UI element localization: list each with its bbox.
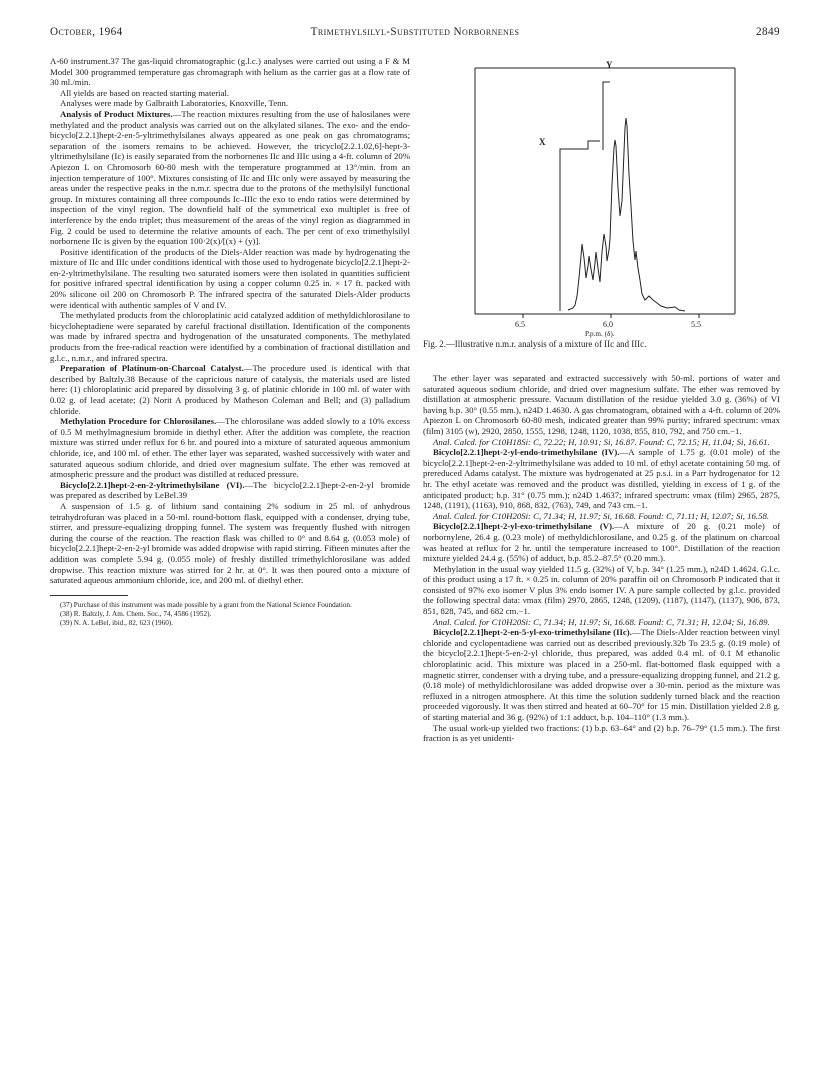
paragraph: The methylated products from the chloroplatinic acid catalyzed addition of methyldichlorosilane to bicycloheptadiene were separated by careful fractional distillation. Identification of the components was made by infrared spectra and hydrogenation of the unsaturated components. The methylated products from the free-radical reaction were identified by a combination of fractional distillation and g.l.c., n.m.r., and infrared spectra. bbox=[50, 310, 410, 363]
section-compound-vi bbox=[50, 480, 410, 501]
section-body: —The Diels-Alder reaction between vinyl chloride and cyclopentadiene was carried out as described previously.32b To 23.5 g. (0.19 mole) of the bicyclo[2.2.1]hept-5-en-2-yl chloride, thus prepared, was added 0.4 ml. of 0.1 M ethanolic chloroplatinic acid. This mixture was placed in a 250-ml. flat-bottomed flask equipped with a magnetic stirrer, condenser with a drying tube, and a pressure-equalizing dropping funnel, and 21.2 g. (0.18 mole) of methyldichlorosilane was added dropwise over a 30-min. period as the mixture was refluxed in a nitrogen atmosphere. At this time the solution suddenly turned black and the reaction proceeded vigorously. It was then stirred and heated at 60–70° for 15 min. Distillation yielded 2.8 g. of starting material and 36 g. (92%) of 1:1 adduct, b.p. 104–110° (1.3 mm.). bbox=[423, 627, 780, 722]
section-catalyst-preparation bbox=[50, 363, 410, 416]
section-compound-iv bbox=[423, 447, 780, 511]
integral-step bbox=[560, 141, 600, 311]
section-body: —The procedure used is identical with that described by Baltzly.38 Because of the capricious nature of catalysis, the materials used are listed here: (1) chloroplatinic acid prepared by dissolving 3 g. of platinic chloride in 100 ml. of water with 0.02 g. of lead acetate; (2) Norit A produced by Matheson Coleman and Bell; and (3) palladium chloride. bbox=[50, 363, 410, 416]
x-tick-label: 5.5 bbox=[691, 320, 701, 329]
x-axis-label: P.p.m. (δ). bbox=[585, 330, 615, 338]
header-title: Trimethylsilyl-Substituted Norbornenes bbox=[310, 26, 520, 38]
paragraph: A-60 instrument.37 The gas-liquid chromatographic (g.l.c.) analyses were carried out using a F & M Model 300 programmed temperature gas chromagraph with helium as the carrier gas at a flow rate of 30 ml./min. bbox=[50, 56, 410, 88]
section-body: —A sample of 1.75 g. (0.01 mole) of the bicyclo[2.2.1]hept-2-en-2-yltrimethylsilane was added to 10 ml. of ethyl acetate containing 50 mg. of prereduced Adams catalyst. The mixture was hydrogenated at 25 p.s.i. in a Parr hydrogenator for 12 hr. The ethyl acetate was removed and the product was distilled, yielding in excess of 1 g. of the anticipated product; b.p. 31° (0.75 mm.); n24D 1.4637; infrared spectrum: νmax (film) 2965, 2875, 1248, (1191), (1163), 910, 868, 832, (763), 749, and 743 cm.−1. bbox=[423, 447, 780, 511]
running-header bbox=[50, 26, 780, 40]
right-column bbox=[423, 373, 780, 744]
paragraph: A suspension of 1.5 g. of lithium sand containing 2% sodium in 25 ml. of anhydrous tetrahydrofuran was placed in a 50-ml. round-bottom flask, equipped with a condenser, drying tube, stirrer, and pressure-equalizing dropping funnel. The system was frequently flushed with nitrogen during the course of the reaction. The reaction flask was chilled to 0° and 8.64 g. (0.053 mole) of bicyclo[2.2.1]hept-2-en-2-yl bromide was added dropwise with rapid stirring. Fifteen minutes after the addition was complete 5.94 g. (0.055 mole) of freshly distilled trimethylchlorosilane was added dropwise. This reaction mixture was stirred for 2 hr. at 0°. It was then poured onto a mixture of saturated aqueous ammonium chloride, ice, and 200 ml. of diethyl ether. bbox=[50, 500, 410, 586]
section-heading: Bicyclo[2.2.1]hept-2-en-5-yl-exo-trimethylsilane (IIc). bbox=[433, 627, 632, 638]
footnote: (37) Purchase of this instrument was made possible by a grant from the National Science Foundation. bbox=[60, 600, 352, 609]
analysis-line: Anal. Calcd. for C10H20Si: C, 71.34; H, 11.97; Si, 16.68. Found: C, 71.31; H, 12.04; Si, 16.89. bbox=[433, 616, 770, 627]
analysis-line: Anal. Calcd. for C10H20Si: C, 71.34; H, 11.97; Si, 16.68. Found: C, 71.11; H, 12.07; Si, 16.58. bbox=[433, 510, 770, 521]
x-tick-label: 6.5 bbox=[515, 320, 525, 329]
section-heading: Analysis of Product Mixtures. bbox=[60, 108, 173, 119]
section-body: —The bicyclo[2.2.1]hept-2-en-2-yl bromide was prepared as described by LeBel.39 bbox=[50, 479, 410, 501]
section-analysis-of-product-mixtures bbox=[50, 109, 410, 247]
footnote: (38) R. Baltzly, J. Am. Chem. Soc., 74, 4586 (1952). bbox=[60, 609, 212, 618]
footnote: (39) N. A. LeBel, ibid., 82, 623 (1960). bbox=[60, 618, 173, 627]
section-body: —The chlorosilane was added slowly to a 10% excess of 0.5 M methylmagnesium bromide in diethyl ether. After the addition was complete, the reaction mixture was stirred under reflux for 6 hr. and poured into a mixture of saturated aqueous ammonium chloride, ice, and 100 ml. of ether. The ether layer was separated, washed successively with water and saturated aqueous sodium chloride, and dried over magnesium sulfate. The ether was removed at atmospheric pressure and the product was distilled at reduced pressure. bbox=[50, 416, 410, 480]
section-methylation-procedure bbox=[50, 416, 410, 480]
paragraph: Methylation in the usual way yielded 11.5 g. (32%) of V, b.p. 34° (1.25 mm.), n24D 1.4624. G.l.c. of this product using a 17 ft. × 0.25 in. column of 20% paraffin oil on Chromosorb P indicated that it consisted of 97% exo isomer V plus 3% endo isomer IV. A pure sample collected by g.l.c. provided the following spectral data: νmax (film) 2970, 2865, 1248, (1209), (1187), (1147), (1137), 906, 873, 851, 828, 745, and 682 cm.−1. bbox=[423, 563, 780, 617]
peak-label-x: X bbox=[539, 137, 546, 147]
section-body: —The reaction mixtures resulting from the use of halosilanes were methylated and the product analysis was carried out on the alkylated silanes. The exo- and the endo-bicyclo[2.2.1]hept-2-en-5-yltrimethylsilanes always appeared as one peak on gas chromatograms; separation of the isomers remains to be achieved. However, the tricyclo[2.2.1.02,6]-hept-3-yltrimethylsilane (Ic) is easily separated from the norbornenes IIc and IIIc using a 4-ft. column of 20% Apiezon L on Chromosorb 60-80 mesh with the temperature programmed at 13°/min. from an injection temperature of 100°. Mixtures consisting of IIc and IIIc only were assayed by measuring the areas under the respective peaks in the n.m.r. spectra due to the protons of the methylsilyl functional group. In mixtures containing all three compounds Ic–IIIc the exo to endo ratios were determined by inspection of the vinyl region. The downfield half of the symmetrical exo multiplet is free of interference by the endo triplet; thus measurement of the areas of the vinyl region as diagrammed in Fig. 2 could be used to determine the relative amounts of each. The per cent of exo trimethylsilyl norbornene IIc is given by the equation 100·2(x)/[(x) + (y)]. bbox=[50, 108, 411, 247]
footnote-divider bbox=[50, 595, 128, 596]
page-number: 2849 bbox=[756, 26, 780, 38]
section-compound-iic bbox=[423, 627, 780, 722]
nmr-spectrum-plot bbox=[423, 56, 780, 336]
analysis-line: Anal. Calcd. for C10H18Si: C, 72.22; H, 10.91; Si, 16.87. Found: C, 72.15; H, 11.04; Si, 16.61. bbox=[433, 436, 770, 447]
paragraph: All yields are based on reacted starting material. bbox=[60, 87, 230, 98]
nmr-trace bbox=[568, 118, 685, 311]
x-tick-label: 6.0 bbox=[603, 320, 613, 329]
figure-caption: Fig. 2.—Illustrative n.m.r. analysis of a mixture of IIc and IIIc. bbox=[423, 339, 647, 349]
section-compound-v bbox=[423, 521, 780, 563]
section-heading: Methylation Procedure for Chlorosilanes. bbox=[60, 416, 217, 427]
paragraph: Positive identification of the products of the Diels-Alder reaction was made by hydrogenating the mixture of IIc and IIIc under conditions identical with those used to hydrogenate bicyclo[2.2.1]hept-2-en-2-yltrimethylsilane. The resulting two saturated isomers were then isolated in quantities sufficient for positive infrared spectral identification by using a copper column 0.25 in. × 17 ft. packed with 20% silicone oil 200 on Chromosorb P. The infrared spectra of the saturated Diels-Alder products were identical with authentic samples of V and IV. bbox=[50, 246, 410, 310]
paragraph: The usual work-up yielded two fractions: (1) b.p. 63–64° and (2) b.p. 76–79° (1.5 mm.). The first fraction is as yet unidenti- bbox=[423, 722, 780, 744]
paragraph: The ether layer was separated and extracted successively with 50-ml. portions of water and saturated aqueous sodium chloride, and dried over magnesium sulfate. The ether was removed by distillation at atmospheric pressure. Vacuum distillation of the residue yielded 3.0 g. (36%) of VI having b.p. 30° (0.55 mm.), n24D 1.4630. A gas chromatogram, obtained with a 4-ft. column of 20% Apiezon L on Chromosorb 60-80 mesh, indicated greater than 99% purity; infrared spectrum: νmax (film) 3105 (w), 2920, 2850, 1555, 1298, 1248, 1120, 1038, 855, 810, 792, and 750 cm.−1. bbox=[423, 373, 780, 436]
peak-label-y: Y bbox=[606, 60, 613, 70]
left-column bbox=[50, 56, 410, 628]
section-heading: Bicyclo[2.2.1]hept-2-yl-exo-trimethylsilane (V). bbox=[433, 521, 615, 532]
integral-step bbox=[603, 82, 610, 150]
section-heading: Bicyclo[2.2.1]hept-2-yl-endo-trimethylsilane (IV). bbox=[433, 447, 620, 458]
header-date: October, 1964 bbox=[50, 26, 123, 38]
paragraph: Analyses were made by Galbraith Laboratories, Knoxville, Tenn. bbox=[60, 98, 289, 109]
section-body: —A mixture of 20 g. (0.21 mole) of norbornylene, 26.4 g. (0.23 mole) of methyldichlorosilane, and 0.25 g. of the platinum on charcoal was heated at reflux for 2 hr. until the temperature increased to 100°. Distillation of the reaction mixture yielded 24.4 g. (55%) of adduct, b.p. 85.2–87.5° (0.20 mm.). bbox=[423, 521, 780, 564]
section-heading: Bicyclo[2.2.1]hept-2-en-2-yltrimethylsilane (VI). bbox=[60, 479, 245, 490]
nmr-figure bbox=[423, 56, 780, 364]
section-heading: Preparation of Platinum-on-Charcoal Catalyst. bbox=[60, 363, 244, 374]
